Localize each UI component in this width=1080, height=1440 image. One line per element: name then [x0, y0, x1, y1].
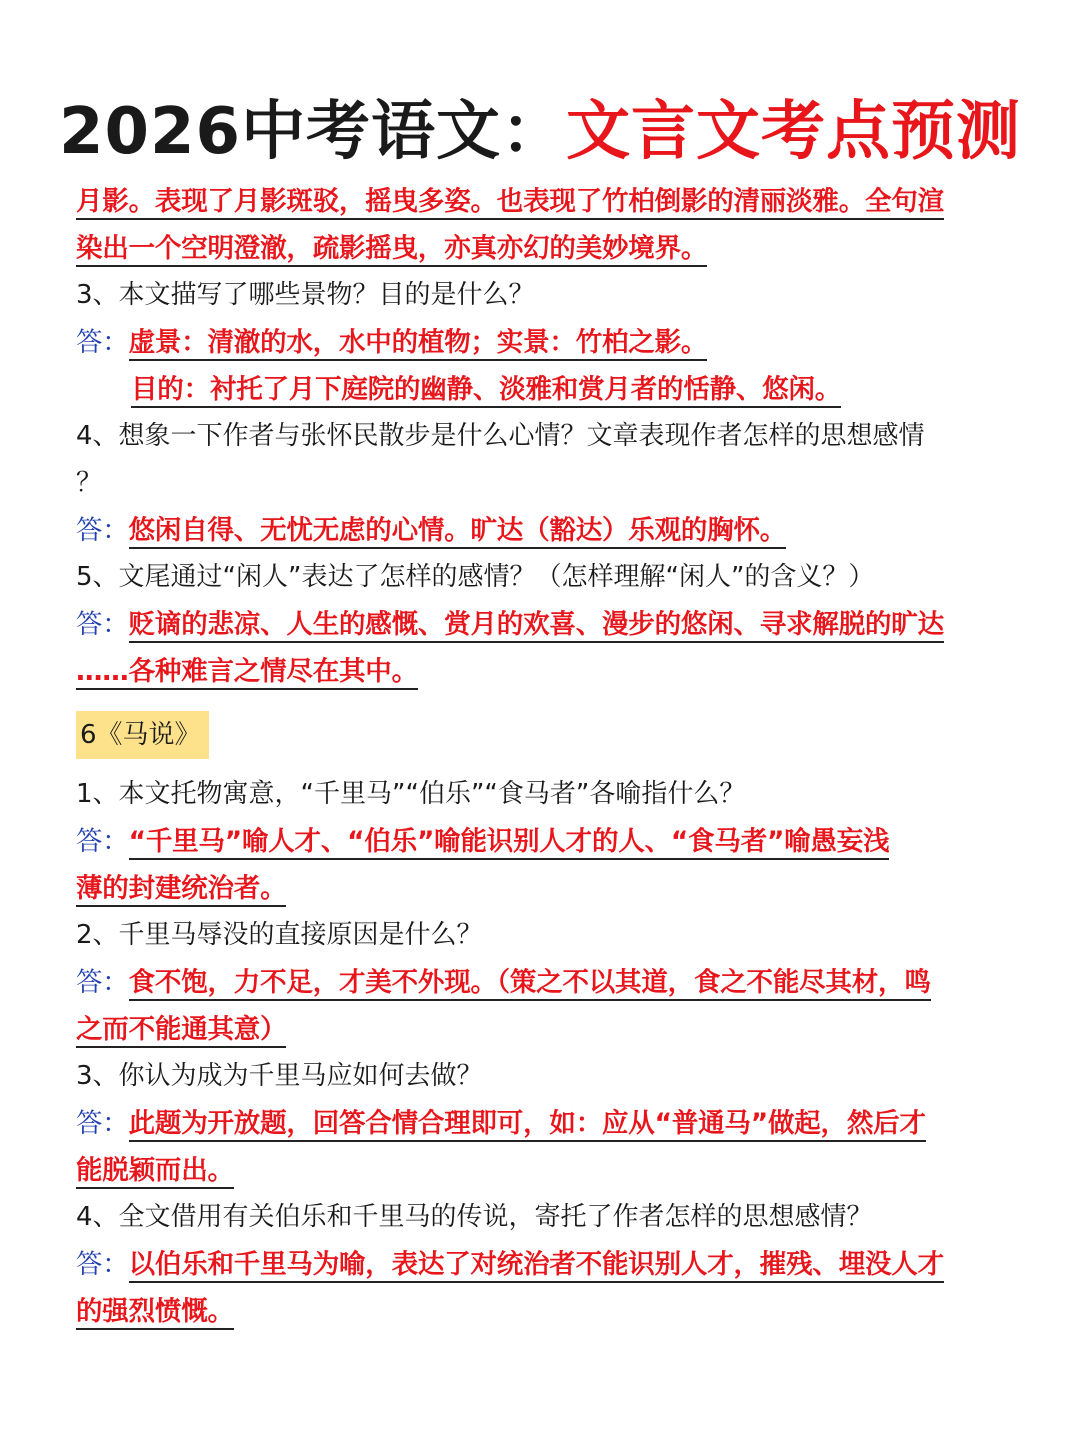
ms-question-2: 2、千里马辱没的直接原因是什么？ [76, 920, 483, 950]
ms-answer-4-line-1: 答：以伯乐和千里马为喻，表达了对统治者不能识别人才，摧残、埋没人才 [76, 1241, 996, 1288]
content [76, 178, 996, 1335]
ms-question-1: 1、本文托物寓意，“千里马”“伯乐”“食马者”各喻指什么？ [76, 779, 746, 809]
ms-answer-1-line-1: 答：“千里马”喻人才、“伯乐”喻能识别人才的人、“食马者”喻愚妄浅 [76, 818, 996, 865]
ms-question-4: 4、全文借用有关伯乐和千里马的传说，寄托了作者怎样的思想感情？ [76, 1202, 873, 1232]
question-5: 5、文尾通过“闲人”表达了怎样的感情？（怎样理解“闲人”的含义？） [76, 562, 875, 592]
ms-answer-3-line-1: 答：此题为开放题，回答合情合理即可，如：应从“普通马”做起，然后才 [76, 1100, 996, 1147]
ms-answer-4-line-2: 的强烈愤慨。 [76, 1288, 996, 1335]
question-4-line-1: 4、想象一下作者与张怀民散步是什么心情？文章表现作者怎样的思想感情 [76, 421, 925, 451]
answer-label: 答： [76, 826, 129, 857]
carry-line-2: 染出一个空明澄澈，疏影摇曳，亦真亦幻的美妙境界。 [76, 225, 996, 272]
title-black-part: 2026中考语文： [58, 95, 567, 169]
question-3: 3、本文描写了哪些景物？目的是什么？ [76, 280, 535, 310]
answer-label: 答： [76, 1108, 129, 1139]
title-red-part: 文言文考点预测 [566, 95, 1022, 169]
answer-3-line-1: 答：虚景：清澈的水，水中的植物；实景：竹柏之影。 [76, 319, 996, 366]
answer-5-line-1: 答：贬谪的悲凉、人生的感慨、赏月的欢喜、漫步的悠闲、寻求解脱的旷达 [76, 601, 996, 648]
ms-answer-2-line-1: 答：食不饱，力不足，才美不外现。（策之不以其道，食之不能尽其材，鸣 [76, 959, 996, 1006]
answer-4: 答：悠闲自得、无忧无虑的心情。旷达（豁达）乐观的胸怀。 [76, 507, 996, 554]
question-4-line-2: ？ [76, 468, 103, 498]
ms-answer-3-line-2: 能脱颖而出。 [76, 1147, 996, 1194]
answer-label: 答： [76, 1249, 129, 1280]
answer-label: 答： [76, 327, 129, 358]
answer-label: 答： [76, 609, 129, 640]
page-title [0, 92, 1080, 172]
lesson-heading [76, 707, 996, 763]
answer-label: 答： [76, 515, 129, 546]
carry-line-1: 月影。表现了月影斑驳，摇曳多姿。也表现了竹柏倒影的清丽淡雅。全句渲 [76, 178, 996, 225]
answer-label: 答： [76, 967, 129, 998]
answer-5-line-2: ……各种难言之情尽在其中。 [76, 648, 996, 695]
lesson-title: 6《马说》 [76, 711, 209, 759]
answer-3-line-2: 目的：衬托了月下庭院的幽静、淡雅和赏月者的恬静、悠闲。 [76, 366, 996, 413]
ms-answer-2-line-2: 之而不能通其意） [76, 1006, 996, 1053]
ms-answer-1-line-2: 薄的封建统治者。 [76, 865, 996, 912]
ms-question-3: 3、你认为成为千里马应如何去做？ [76, 1061, 483, 1091]
